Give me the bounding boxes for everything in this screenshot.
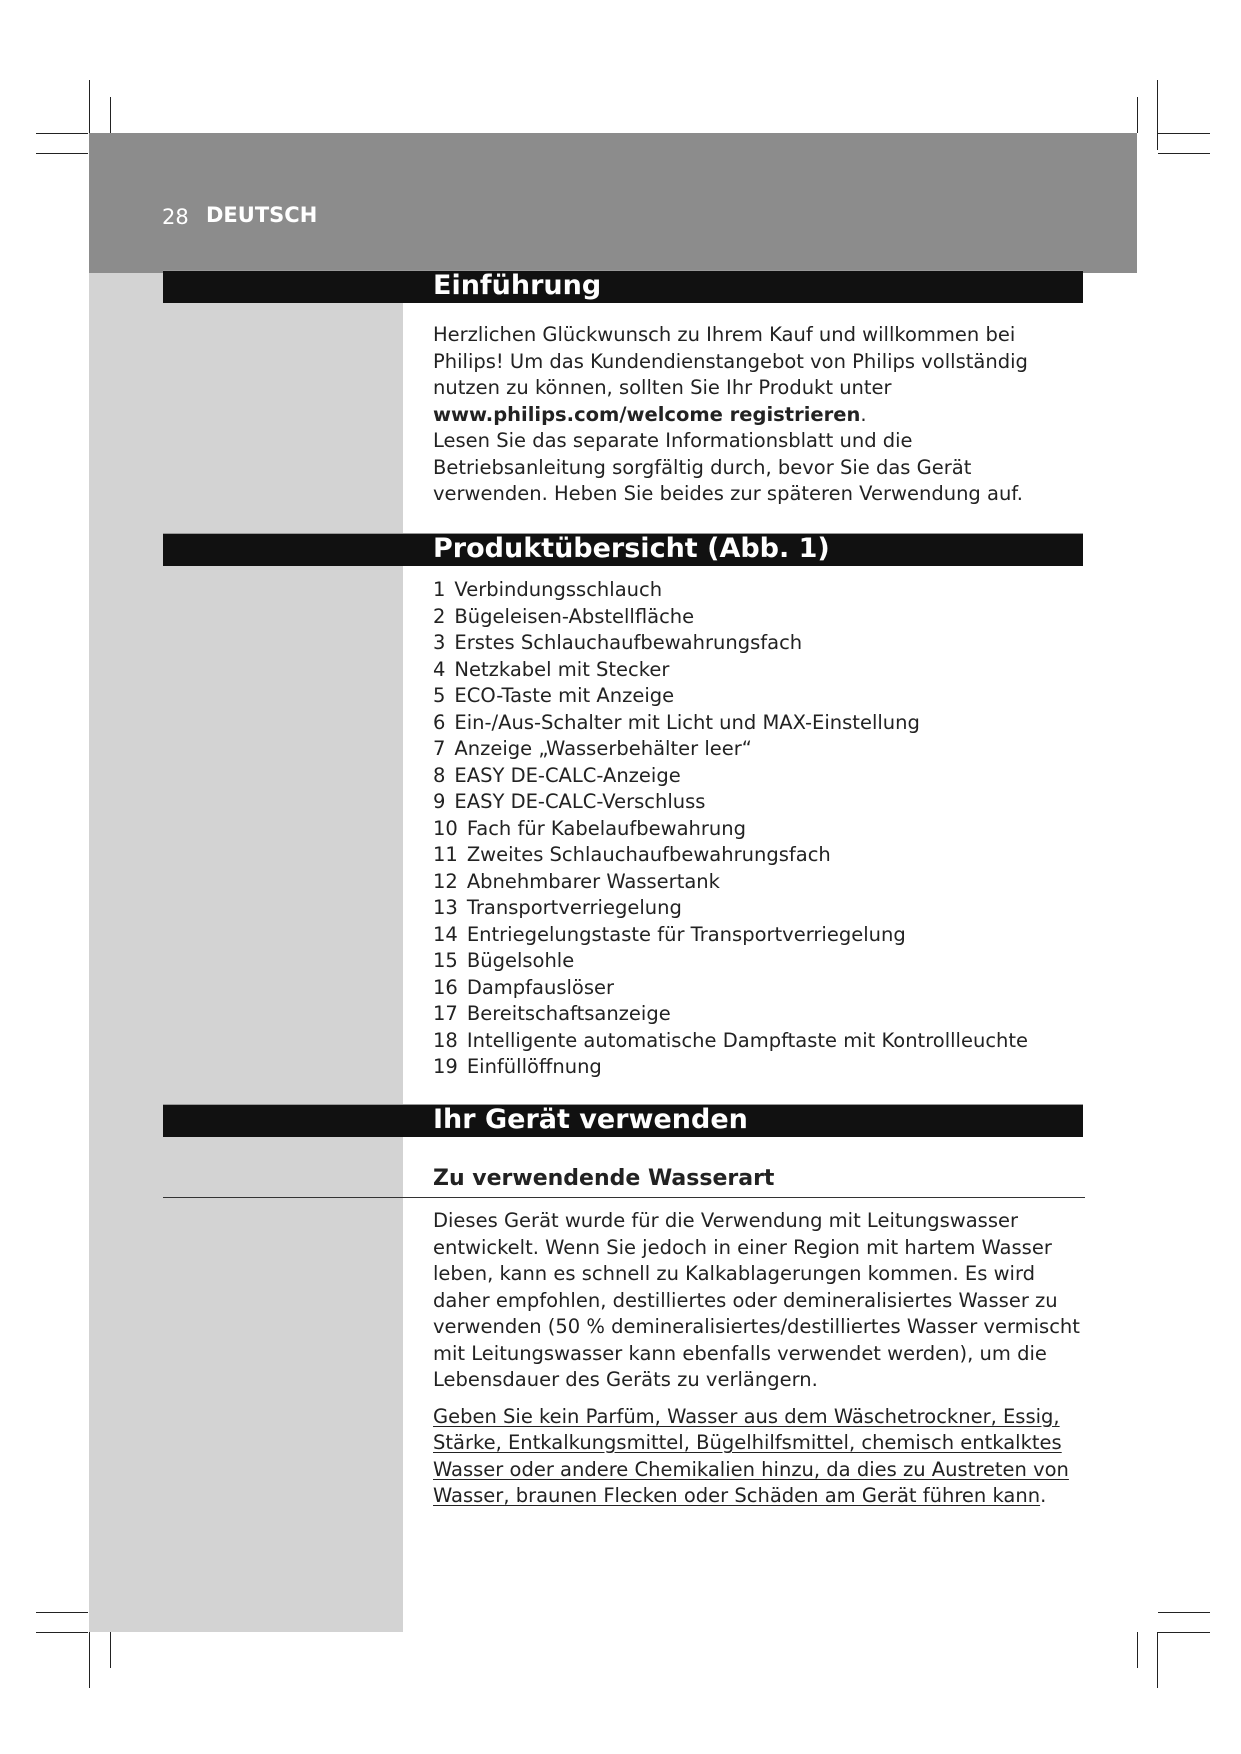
header-language: DEUTSCH	[206, 203, 318, 227]
list-item-text: Intelligente automatische Dampftaste mit Kontrollleuchte	[466, 1028, 1029, 1052]
list-item-text: Ein-/Aus-Schalter mit Licht und MAX-Einstellung	[454, 710, 920, 734]
crop-mark	[1137, 1632, 1138, 1668]
list-item-number: 18	[433, 1028, 458, 1052]
list-item-text: Abnehmbarer Wassertank	[466, 869, 720, 893]
list-item	[433, 763, 1093, 790]
list-item	[433, 789, 1093, 816]
intro-paragraph: Herzlichen Glückwunsch zu Ihrem Kauf und willkommen bei Philips! Um das Kundendienstangebot von Philips vollständig nutzen zu können, sollten Sie Ihr Produkt unter www.philips.com/welcome registrieren.	[433, 323, 1028, 426]
list-item-number: 12	[433, 869, 458, 893]
list-item-number: 14	[433, 922, 458, 946]
usage-text	[433, 1208, 1083, 1510]
list-item-text: Erstes Schlauchaufbewahrungsfach	[454, 631, 803, 654]
list-item-number: 7	[433, 737, 446, 760]
intro-text	[433, 322, 1033, 508]
list-item-number: 13	[433, 896, 458, 919]
list-item-number: 15	[433, 949, 458, 972]
list-item	[433, 1001, 1093, 1028]
feature-list	[433, 577, 1093, 1081]
crop-mark	[36, 1612, 88, 1613]
list-item-text: Bügelsohle	[466, 949, 575, 972]
list-item-text: Netzkabel mit Stecker	[454, 657, 670, 681]
product-overview	[433, 577, 1093, 1081]
list-item	[433, 895, 1093, 922]
list-item	[433, 975, 1093, 1002]
registration-url: www.philips.com/welcome registrieren	[433, 402, 861, 426]
list-item-text: Anzeige „Wasserbehälter leer“	[454, 737, 752, 760]
list-item-number: 3	[433, 631, 446, 654]
crop-mark	[89, 1632, 90, 1688]
list-item	[433, 816, 1093, 843]
subheading-water-type: Zu verwendende Wasserart	[433, 1166, 775, 1191]
list-item-number: 2	[433, 604, 446, 628]
list-item-number: 19	[433, 1055, 458, 1078]
list-item-text: Dampfauslöser	[466, 975, 615, 999]
intro-paragraph-2: Lesen Sie das separate Informationsblatt und die Betriebsanleitung sorgfältig durch, bevor Sie das Gerät verwenden. Heben Sie beides zur späteren Verwendung auf.	[433, 429, 1023, 505]
section-title-intro: Einführung	[433, 270, 602, 301]
list-item	[433, 577, 1093, 604]
left-margin-column	[89, 273, 403, 1632]
list-item	[433, 657, 1093, 684]
crop-mark	[36, 153, 88, 154]
crop-mark	[1158, 1632, 1210, 1633]
list-item-text: EASY DE-CALC-Verschluss	[454, 790, 706, 813]
list-item-number: 1	[433, 578, 446, 601]
list-item-text: Bügeleisen-Abstellfläche	[454, 604, 695, 628]
subheading-rule	[163, 1197, 1085, 1198]
section-title-overview: Produktübersicht (Abb. 1)	[433, 533, 830, 564]
list-item-number: 16	[433, 975, 458, 999]
crop-mark	[36, 133, 88, 134]
crop-mark	[1157, 1632, 1158, 1688]
crop-mark	[1137, 97, 1138, 133]
list-item-number: 6	[433, 710, 446, 734]
list-item	[433, 948, 1093, 975]
list-item-text: Zweites Schlauchaufbewahrungsfach	[466, 843, 831, 866]
warning-paragraph: Geben Sie kein Parfüm, Wasser aus dem Wäschetrockner, Essig, Stärke, Entkalkungsmittel, Bügelhilfsmittel, chemisch entkalktes Wasser oder andere Chemikalien hinzu, da dies zu Austreten von Wasser, braunen Flecken oder Schäden am Gerät führen kann.	[433, 1404, 1069, 1507]
list-item-text: Transportverriegelung	[466, 896, 682, 919]
list-item-number: 10	[433, 816, 458, 840]
list-item-number: 8	[433, 763, 446, 787]
crop-mark	[1158, 133, 1210, 134]
list-item-text: Entriegelungstaste für Transportverriegelung	[466, 922, 906, 946]
list-item-number: 4	[433, 657, 446, 681]
water-type-paragraph: Dieses Gerät wurde für die Verwendung mit Leitungswasser entwickelt. Wenn Sie jedoch in einer Region mit hartem Wasser leben, kann es schnell zu Kalkablagerungen kommen. Es wird daher empfohlen, destilliertes oder demineralisiertes Wasser zu verwenden (50 % demineralisiertes/destilliertes Wasser vermischt mit Leitungswasser kann ebenfalls verwendet werden), um die Lebensdauer des Geräts zu verlängern.	[433, 1209, 1080, 1391]
crop-mark	[1158, 1612, 1210, 1613]
list-item-text: EASY DE-CALC-Anzeige	[454, 763, 681, 787]
list-item-number: 11	[433, 843, 458, 866]
list-item-text: ECO-Taste mit Anzeige	[454, 684, 675, 707]
list-item-number: 9	[433, 790, 446, 813]
crop-mark	[1158, 153, 1210, 154]
crop-mark	[110, 1632, 111, 1668]
list-item-text: Verbindungsschlauch	[454, 578, 663, 601]
page-number: 28	[162, 205, 189, 229]
list-item	[433, 683, 1093, 710]
list-item	[433, 710, 1093, 737]
warning-text: Geben Sie kein Parfüm, Wasser aus dem Wäschetrockner, Essig, Stärke, Entkalkungsmittel, Bügelhilfsmittel, chemisch entkalktes Wasser oder andere Chemikalien hinzu, da dies zu Austreten von Wasser, braunen Flecken oder Schäden am Gerät führen kann	[433, 1404, 1069, 1507]
list-item	[433, 604, 1093, 631]
section-bar-intro	[163, 270, 1083, 303]
list-item	[433, 736, 1093, 763]
list-item	[433, 842, 1093, 869]
crop-mark	[36, 1632, 88, 1633]
list-item	[433, 869, 1093, 896]
list-item-text: Bereitschaftsanzeige	[466, 1002, 671, 1025]
list-item-text: Einfüllöffnung	[466, 1055, 602, 1078]
list-item-number: 17	[433, 1002, 458, 1025]
list-item	[433, 1028, 1093, 1055]
crop-mark	[110, 97, 111, 133]
list-item-text: Fach für Kabelaufbewahrung	[466, 816, 747, 840]
list-item	[433, 1054, 1093, 1081]
list-item-number: 5	[433, 684, 446, 707]
crop-mark	[1157, 80, 1158, 150]
list-item	[433, 922, 1093, 949]
list-item	[433, 630, 1093, 657]
section-title-usage: Ihr Gerät verwenden	[433, 1104, 748, 1135]
